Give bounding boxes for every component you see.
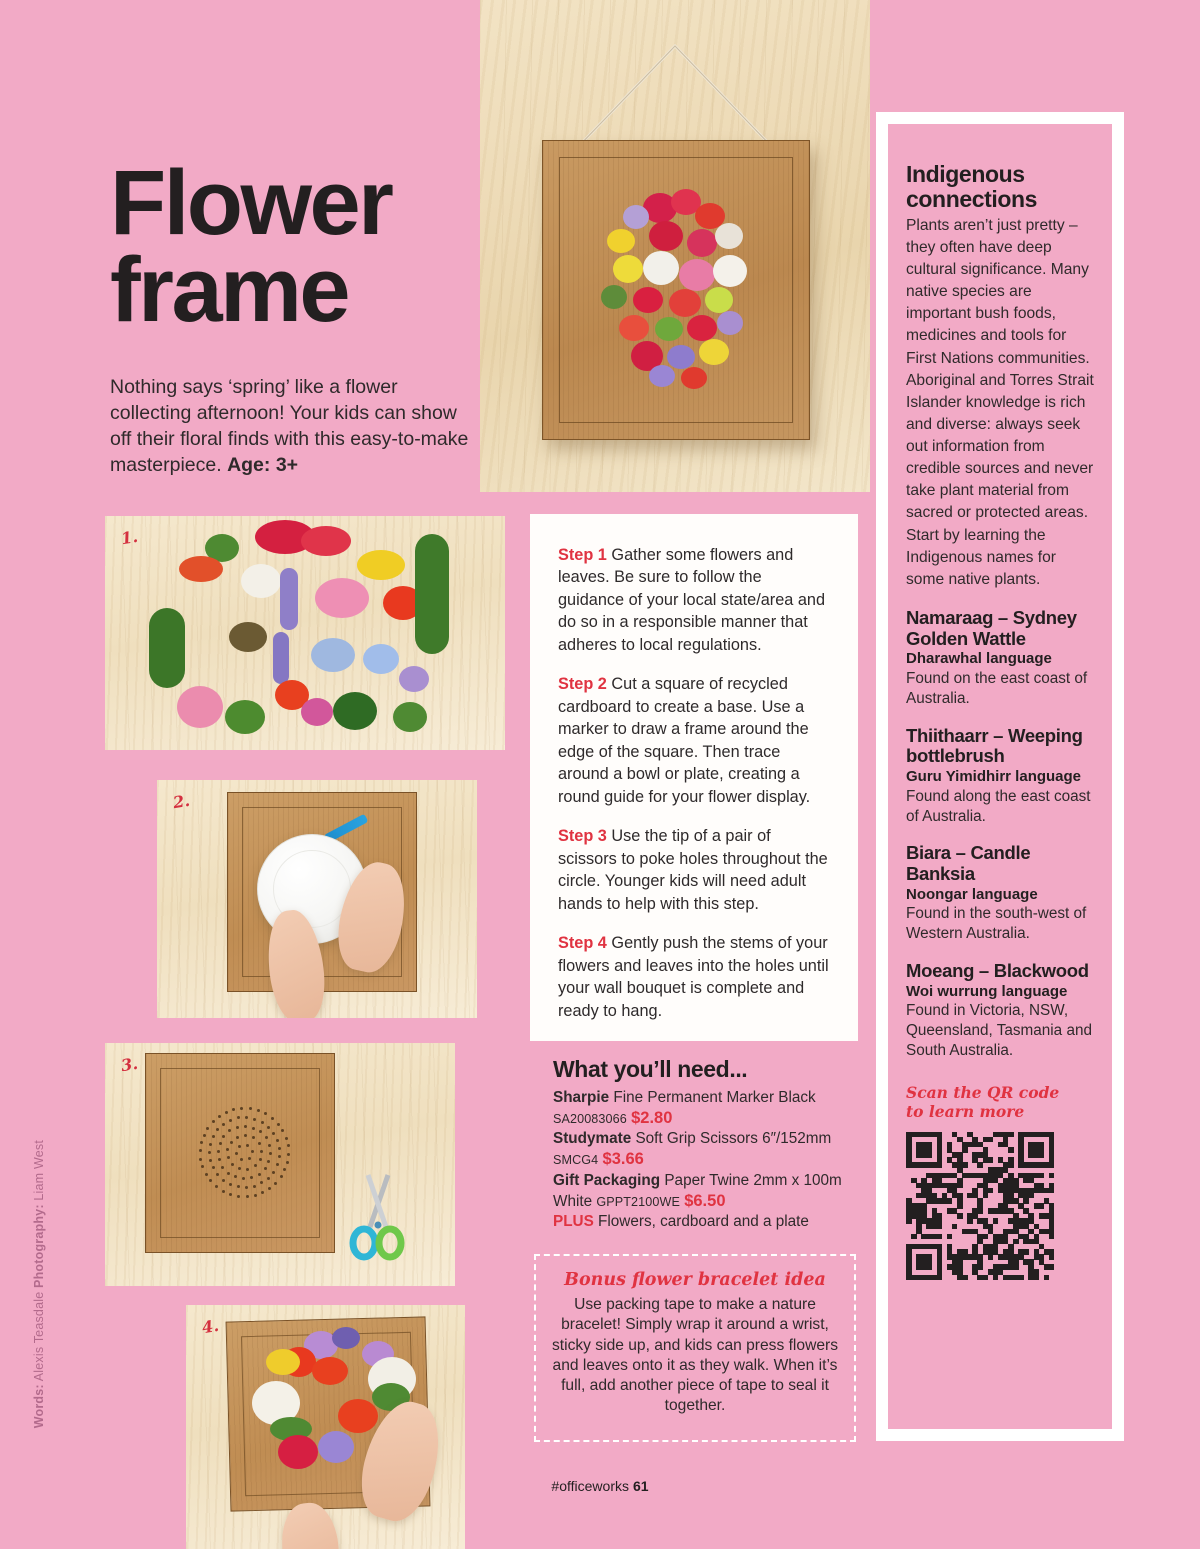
poked-holes xyxy=(193,1101,293,1201)
product-brand: Studymate xyxy=(553,1130,632,1148)
sidebar-intro: Plants aren’t just pretty – they often have deep cultural significance. Many native species are important bush foods, medicines and tools for First Nations communities. Aboriginal and Torres Strait Islander knowledge is rich and diverse: always seek out information from credible sources and never take plant material from sacred or protected areas. Start by learning the Indigenous names for some native plants. xyxy=(906,216,1094,588)
footer-page-number: 61 xyxy=(632,1478,649,1494)
title-line-2: frame xyxy=(110,239,349,342)
plant-language: Noongar language xyxy=(906,885,1038,903)
scan-instruction xyxy=(906,1083,1098,1122)
hero-photo-flower-frame xyxy=(480,0,870,492)
scan-line-1: Scan the QR code xyxy=(906,1082,1060,1102)
plus-text: Flowers, cardboard and a plate xyxy=(593,1212,809,1230)
footer-hashtag: #officeworks xyxy=(551,1478,629,1494)
step-4-text: Gently push the stems of your flowers and leaves into the holes until your wall bouquet is complete and ready to hang. xyxy=(558,934,829,1020)
step-2-label: Step 2 xyxy=(558,675,607,694)
plant-name: Namaraag – Sydney Golden Wattle xyxy=(906,607,1077,649)
credits-words-label: Words: xyxy=(32,1384,46,1429)
plant-entry xyxy=(906,608,1098,709)
product-price: $3.66 xyxy=(602,1150,644,1169)
product-desc: Soft Grip Scissors 6″/152mm xyxy=(631,1130,832,1148)
plant-language: Dharawhal language xyxy=(906,650,1052,668)
plant-entry xyxy=(906,726,1098,827)
sidebar-heading-line-1: Indigenous xyxy=(906,161,1025,187)
step-photo-2 xyxy=(157,780,477,1018)
plus-line xyxy=(553,1212,863,1232)
product-price: $6.50 xyxy=(684,1191,726,1210)
plus-label: PLUS xyxy=(553,1212,594,1230)
product-sku: GPPT2100WE xyxy=(596,1194,680,1209)
step-photo-1 xyxy=(105,516,505,750)
indigenous-connections-sidebar xyxy=(876,112,1124,1441)
plant-entry xyxy=(906,843,1098,944)
credits-words: Alexis Teasdale xyxy=(32,1287,46,1385)
step-4 xyxy=(558,932,830,1022)
step-3 xyxy=(558,825,830,915)
product-desc: Paper Twine 2mm x 100m White xyxy=(553,1171,842,1210)
plant-language: Guru Yimidhirr language xyxy=(906,768,1082,786)
scan-line-2: to learn more xyxy=(906,1102,1025,1122)
what-you-need-heading: What you’ll need... xyxy=(553,1056,748,1082)
credits-photography: Liam West xyxy=(32,1140,46,1205)
finished-flower-frame xyxy=(542,140,810,440)
product-desc: Fine Permanent Marker Black xyxy=(609,1089,816,1106)
product-brand: Sharpie xyxy=(553,1089,610,1106)
step-1-label: Step 1 xyxy=(558,546,607,564)
plant-entry xyxy=(906,961,1098,1061)
sidebar-heading-line-2: connections xyxy=(906,185,1038,212)
page-footer xyxy=(0,1478,1200,1494)
bonus-body: Use packing tape to make a nature bracelet! Simply wrap it around a wrist, sticky side up, and kids can press flowers and leaves onto it as they walk. When it’s full, add another piece of tape to seal it together. xyxy=(551,1296,838,1415)
steps-panel xyxy=(530,514,858,1041)
plant-name: Biara – Candle Banksia xyxy=(906,842,1031,885)
photo-2-number: 2. xyxy=(171,790,192,813)
step-3-text: Use the tip of a pair of scissors to poke holes throughout the circle. Younger kids will need adult hands to help with this step. xyxy=(558,827,828,913)
step-2 xyxy=(558,673,830,808)
intro-paragraph xyxy=(110,375,470,479)
photo-1-number: 1. xyxy=(119,526,140,549)
plant-found: Found in the south-west of Western Australia. xyxy=(906,905,1087,943)
step-3-label: Step 3 xyxy=(558,827,607,846)
bonus-callout xyxy=(534,1254,856,1442)
credits-vertical xyxy=(32,1140,46,1428)
product-sku: SMCG4 xyxy=(553,1153,599,1168)
product-sku: SA20083066 xyxy=(553,1111,627,1126)
step-photo-4 xyxy=(186,1305,465,1549)
plant-found: Found on the east coast of Australia. xyxy=(906,669,1088,707)
qr-code[interactable] xyxy=(906,1132,1054,1280)
what-you-need-section xyxy=(553,1056,863,1232)
flower-bouquet xyxy=(595,189,773,394)
photo-3-number: 3. xyxy=(119,1053,140,1076)
age-label: Age: 3+ xyxy=(227,453,299,476)
page-title xyxy=(110,152,500,342)
step-1 xyxy=(558,544,830,656)
scissors-icon xyxy=(348,1171,408,1266)
step-2-text: Cut a square of recycled cardboard to create a base. Use a marker to draw a frame around the edge of the square. Then trace around a bowl or plate, creating a round guide for your flower display. xyxy=(558,675,811,806)
step-photo-3 xyxy=(105,1043,455,1286)
sidebar-heading xyxy=(906,162,1098,212)
credits-photography-label: Photography: xyxy=(32,1204,46,1288)
step-4-label: Step 4 xyxy=(558,934,607,953)
title-line-1: Flower xyxy=(110,152,392,254)
intro-text: Nothing says ‘spring’ like a flower collecting afternoon! Your kids can show off their floral finds with this easy-to-make masterpiece. xyxy=(110,376,469,476)
plant-found: Found along the east coast of Australia. xyxy=(906,787,1091,825)
step-1-text: Gather some flowers and leaves. Be sure to follow the guidance of your local state/area and do so in a responsible manner that adheres to local regulations. xyxy=(558,546,826,654)
bonus-title: Bonus flower bracelet idea xyxy=(564,1270,826,1290)
plant-language: Woi wurrung language xyxy=(906,982,1068,1000)
photo-4-number: 4. xyxy=(200,1315,221,1338)
product-item xyxy=(553,1129,863,1170)
product-price: $2.80 xyxy=(631,1108,673,1127)
product-item xyxy=(553,1171,863,1212)
plant-name: Moeang – Blackwood xyxy=(906,960,1089,982)
plant-found: Found in Victoria, NSW, Queensland, Tasmania and South Australia. xyxy=(906,1002,1092,1060)
product-item xyxy=(553,1088,863,1129)
product-brand: Gift Packaging xyxy=(553,1171,661,1189)
plant-name: Thiithaarr – Weeping bottlebrush xyxy=(906,724,1083,767)
